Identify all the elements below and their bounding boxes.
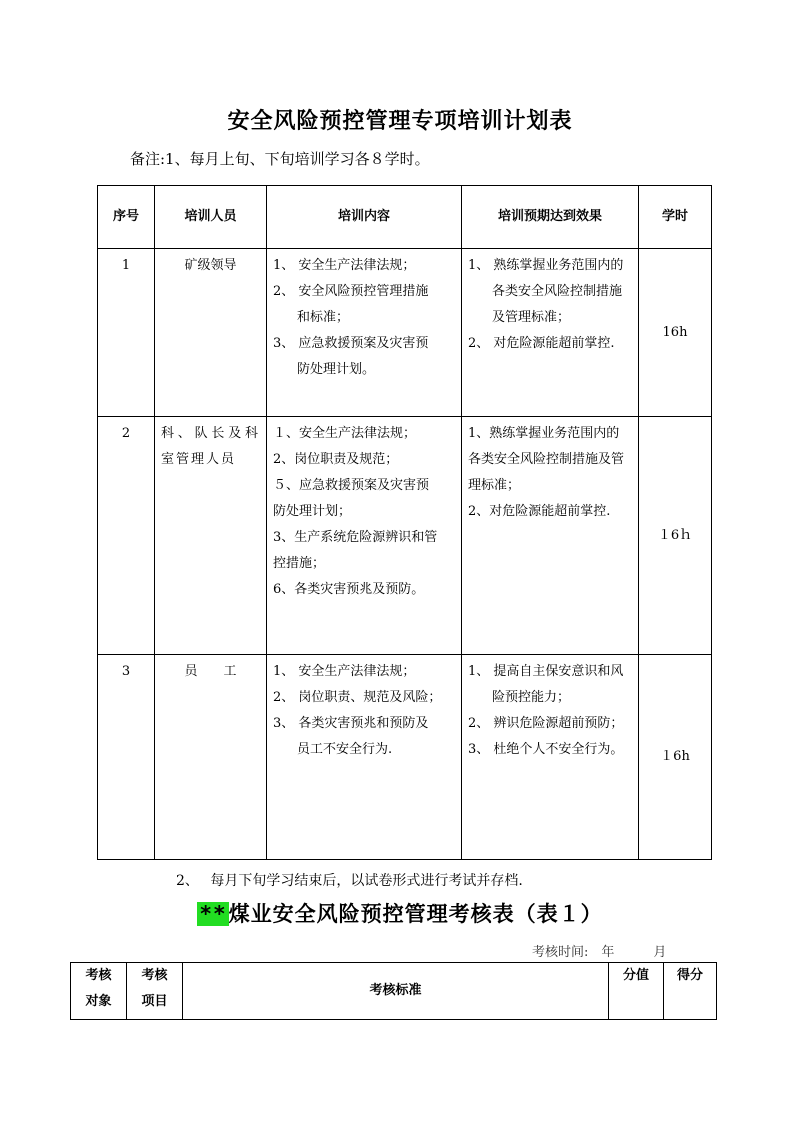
effect-line: 理标准；: [468, 478, 521, 493]
table-row: [98, 417, 712, 655]
effect-line: 险预控能力；: [492, 690, 571, 705]
content-line: 3、生产系统危险源辨识和管: [273, 530, 438, 545]
assessment-title: [0, 898, 800, 928]
row-no: 1: [98, 249, 155, 417]
effect-line: 2、对危险源能超前掌控.: [468, 504, 611, 519]
row-effect: [462, 249, 639, 417]
row-effect: [462, 655, 639, 860]
assessment-title-text: 煤业安全风险预控管理考核表（表１）: [228, 901, 603, 926]
training-plan-table: [97, 185, 712, 860]
header-score-value: 分值: [609, 963, 664, 1020]
effect-line: 2、 对危险源能超前掌控.: [468, 336, 615, 351]
effect-line: 各类安全风险控制措施: [492, 284, 623, 299]
header-content: 培训内容: [267, 186, 462, 249]
table-header-row: [71, 963, 717, 1020]
row-hours: １6h: [639, 655, 712, 860]
header-score: 得分: [664, 963, 717, 1020]
table-header-row: [98, 186, 712, 249]
assessment-table: [70, 962, 717, 1020]
row-personnel: 矿级领导: [155, 249, 267, 417]
header-effect: 培训预期达到效果: [462, 186, 639, 249]
content-line: 2、 岗位职责、规范及风险；: [273, 690, 442, 705]
content-line: 控措施；: [273, 556, 326, 571]
highlight-mark: **: [199, 902, 227, 926]
header-standard: 考核标准: [183, 963, 609, 1020]
content-line: 和标准；: [297, 310, 350, 325]
page-title: 安全风险预控管理专项培训计划表: [227, 108, 573, 134]
table-row: [98, 655, 712, 860]
row-content: [267, 249, 462, 417]
content-line: 3、 各类灾害预兆和预防及: [273, 716, 429, 731]
row-personnel: 员 工: [155, 655, 267, 860]
row-no: 3: [98, 655, 155, 860]
content-line: 防处理计划；: [273, 504, 352, 519]
remark-note: 备注:1、每月上旬、下旬培训学习各８学时。: [130, 150, 430, 168]
content-line: 6、各类灾害预兆及预防。: [273, 582, 425, 597]
effect-line: 1、 熟练掌握业务范围内的: [468, 258, 624, 273]
effect-line: 1、 提高自主保安意识和风: [468, 664, 624, 679]
header-target: 考核对象: [71, 963, 127, 1020]
header-no: 序号: [98, 186, 155, 249]
table-row: [98, 249, 712, 417]
effect-line: 2、 辨识危险源超前预防；: [468, 716, 624, 731]
content-line: 1、 安全生产法律法规；: [273, 258, 416, 273]
effect-line: 1、熟练掌握业务范围内的: [468, 426, 620, 441]
content-line: ５、应急救援预案及灾害预: [273, 478, 430, 493]
content-line: 1、 安全生产法律法规；: [273, 664, 416, 679]
effect-line: 3、 杜绝个人不安全行为。: [468, 742, 624, 757]
header-hours: 学时: [639, 186, 712, 249]
row-personnel: 科、队长及科室管理人员: [155, 417, 267, 655]
content-line: 2、岗位职责及规范；: [273, 452, 399, 467]
effect-line: 各类安全风险控制措施及管: [468, 452, 625, 467]
row-hours: １6ｈ: [639, 417, 712, 655]
content-line: １、安全生产法律法规；: [273, 426, 417, 441]
row-effect: [462, 417, 639, 655]
row-no: 2: [98, 417, 155, 655]
content-line: 防处理计划。: [297, 362, 376, 377]
exam-note: 2、 每月下旬学习结束后，以试卷形式进行考试并存档.: [176, 873, 523, 889]
header-item: 考核项目: [127, 963, 183, 1020]
row-content: [267, 655, 462, 860]
content-line: 3、 应急救援预案及灾害预: [273, 336, 429, 351]
effect-line: 及管理标准；: [492, 310, 571, 325]
row-hours: 16h: [639, 249, 712, 417]
header-personnel: 培训人员: [155, 186, 267, 249]
row-content: [267, 417, 462, 655]
content-line: 员工不安全行为.: [297, 742, 393, 757]
assessment-time: 考核时间: 年 月: [532, 945, 667, 960]
content-line: 2、 安全风险预控管理措施: [273, 284, 429, 299]
